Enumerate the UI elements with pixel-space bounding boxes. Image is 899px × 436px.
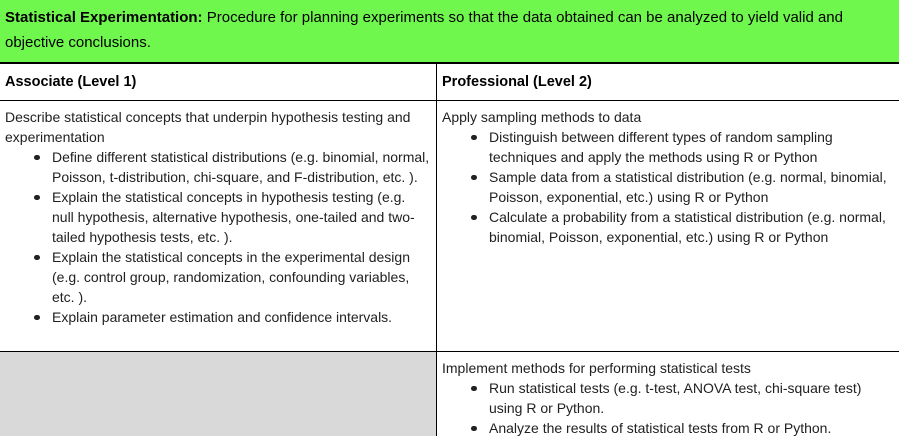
topic-title: Statistical Experimentation: <box>5 9 203 26</box>
bullet-item: Distinguish between different types of random sampling techniques and apply the methods using R or Python <box>442 127 893 167</box>
bullet-item: Analyze the results of statistical tests from R or Python. <box>442 418 893 436</box>
empty-associate-cell <box>0 352 437 436</box>
bullet-item: Run statistical tests (e.g. t-test, ANOVA test, chi-square test) using R or Python. <box>442 378 893 418</box>
topic-banner <box>0 0 899 64</box>
column-header-associate: Associate (Level 1) <box>0 64 437 100</box>
bullet-item: Sample data from a statistical distribution (e.g. normal, binomial, Poisson, exponential, etc.) using R or Python <box>442 167 893 207</box>
bullet-list <box>442 378 893 436</box>
bullet-item: Calculate a probability from a statistical distribution (e.g. normal, binomial, Poisson, exponential, etc.) using R or Python <box>442 207 893 247</box>
column-header-professional: Professional (Level 2) <box>442 74 592 90</box>
professional-level2-cell <box>437 101 899 351</box>
table-row <box>0 101 899 352</box>
associate-level1-cell <box>0 101 437 351</box>
skills-table <box>0 64 899 436</box>
cell-intro-text: Apply sampling methods to data <box>442 109 642 125</box>
bullet-item: Explain the statistical concepts in the experimental design (e.g. control group, randomization, confounding variables, etc. ). <box>5 247 430 307</box>
bullet-item: Explain the statistical concepts in hypothesis testing (e.g. null hypothesis, alternative hypothesis, one-tailed and two-tailed hypothesis tests, etc. ). <box>5 187 430 247</box>
bullet-list <box>442 127 893 247</box>
bullet-list <box>5 147 430 327</box>
bullet-item: Define different statistical distributions (e.g. binomial, normal, Poisson, t-distribution, chi-square, and F-distribution, etc. ). <box>5 147 430 187</box>
topic-description: Procedure for planning experiments so that the data obtained can be analyzed to yield valid and objective conclusions. <box>5 9 843 51</box>
professional-level2-cell <box>437 352 899 436</box>
cell-intro-text: Implement methods for performing statistical tests <box>442 360 751 376</box>
bullet-item: Explain parameter estimation and confidence intervals. <box>5 307 430 327</box>
cell-intro-text: Describe statistical concepts that underpin hypothesis testing and experimentation <box>5 109 411 145</box>
table-row <box>0 352 899 436</box>
table-header-row <box>0 64 899 101</box>
